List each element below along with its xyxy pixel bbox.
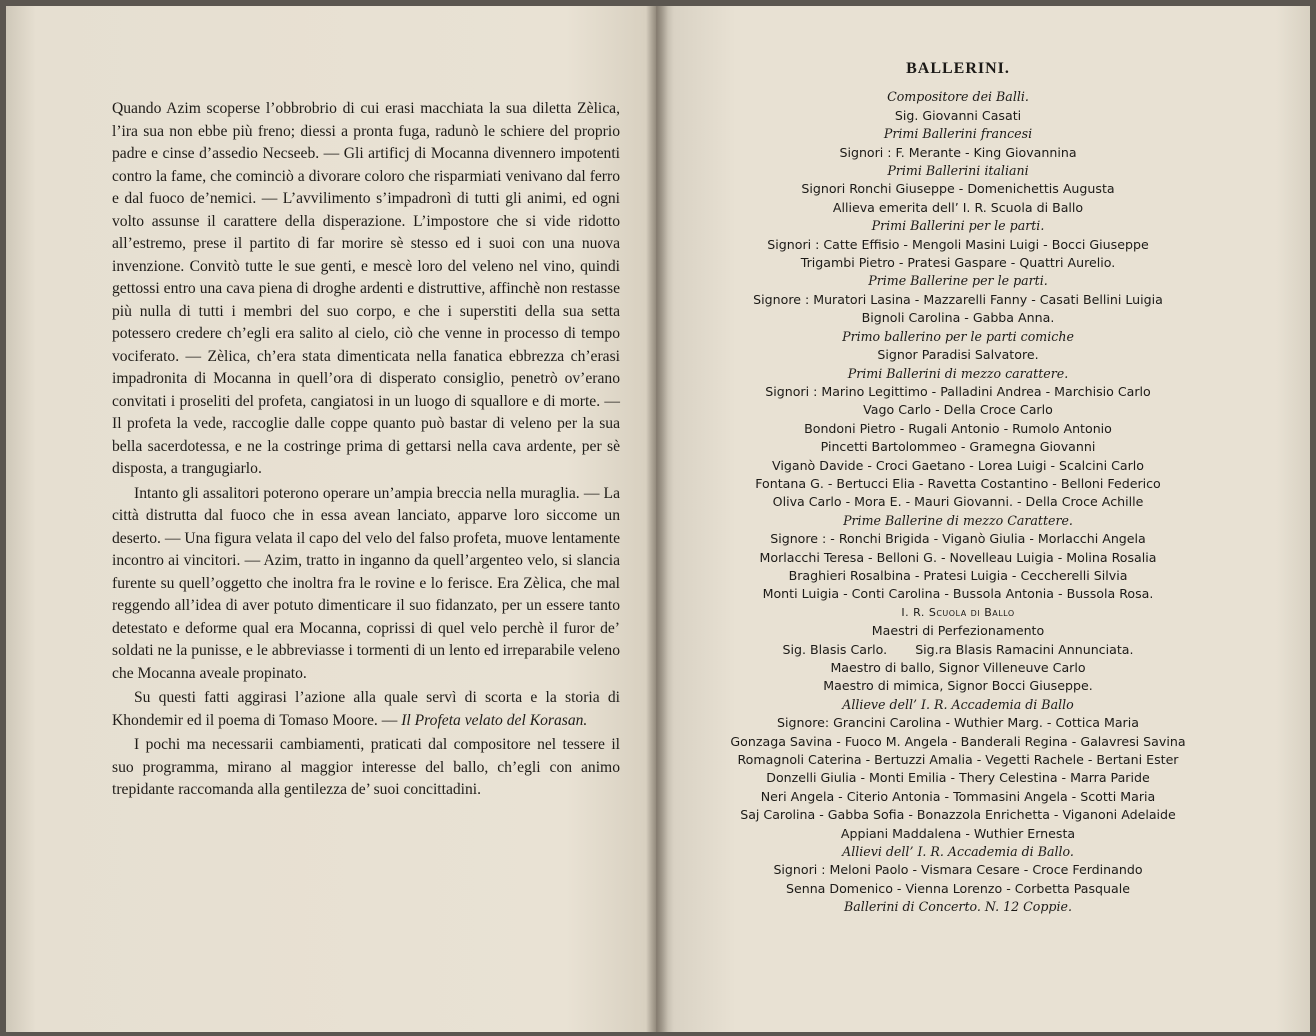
cast-line: Senna Domenico - Vienna Lorenzo - Corbetta Pasquale [785,880,1131,896]
section-heading: Prime Ballerine per le parti. [868,273,1048,289]
cast-line: Signore: Grancini Carolina - Wuthier Marg. - Cottica Maria [777,715,1139,731]
book-gutter [646,6,668,1032]
section-heading: Ballerini di Concerto. N. 12 Coppie. [844,899,1072,915]
paragraph: I pochi ma necessarii cambiamenti, praticati dal compositore nel tessere il suo programma, mirano al maggior interesse del ballo, ch’egli con animo trepidante raccomanda alla gentilezza de’ suoi concittadini. [112,736,620,798]
section-heading: Primi Ballerini italiani [887,163,1029,179]
paragraph-text: Intanto gli assalitori poterono operare un’ampia breccia nella muraglia. — La città distrutta dal fuoco che in essa avean lanciato, apparve loro siccome un deserto. — Una figura velata il capo del velo del falso profeta, muove lentamente incontro ai vincitori. — Azim, tratto in inganno da quell’argenteo velo, si slancia furente su quell’oggetto che inoltra fra le rovine e lo ferisce. Era Zèlica, che mal reggendo all’idea di aver potuto dimenticare il suo fidanzato, per un essere tanto detestato e deforme qual era Mocanna, coprissi di quel velo perchè il furor de’ soldati ne la punisse, e le abbreviasse i tormenti di un lento ed irreparabile veleno che Mocanna aveale propinato. [112,484,620,682]
cast-line: Romagnoli Caterina - Bertuzzi Amalia - Vegetti Rachele - Bertani Ester [737,752,1179,768]
cast-line: Neri Angela - Citerio Antonia - Tommasini Angela - Scotti Maria [760,788,1156,804]
cast-line: Signori : F. Merante - King Giovannina [839,144,1077,160]
section-heading: I. R. Scuola di Ballo [901,605,1015,619]
cast-line: Appiani Maddalena - Wuthier Ernesta [840,825,1076,841]
cast-line: Signori : Marino Legittimo - Palladini Andrea - Marchisio Carlo [765,383,1151,399]
cast-line: Allieva emerita dell’ I. R. Scuola di Ballo [832,199,1084,215]
cast-line: Maestro di mimica, Signor Bocci Giuseppe. [823,678,1093,694]
cast-line: Maestri di Perfezionamento [871,623,1045,639]
cast-line: Pincetti Bartolommeo - Gramegna Giovanni [820,439,1096,455]
paragraph [112,687,620,732]
cast-line: Monti Luigia - Conti Carolina - Bussola Antonia - Bussola Rosa. [762,586,1154,602]
cast-list [690,60,1226,917]
cast-line: Signore : - Ronchi Brigida - Viganò Giulia - Morlacchi Angela [770,531,1146,547]
paragraph [112,483,620,686]
section-heading: Allieve dell’ I. R. Accademia di Ballo [842,696,1074,712]
cast-line: Saj Carolina - Gabba Sofia - Bonazzola Enrichetta - Viganoni Adelaide [740,807,1176,823]
italic-title: Il Profeta velato del Korasan. [401,711,588,729]
section-heading: Primi Ballerini francesi [883,126,1033,142]
section-heading: Allievi dell’ I. R. Accademia di Ballo. [842,844,1074,860]
cast-name: Sig.ra Blasis Ramacini Annunciata. [915,641,1134,657]
section-heading: Prime Ballerine di mezzo Carattere. [843,512,1073,528]
cast-line: Signori : Meloni Paolo - Vismara Cesare - Croce Ferdinando [773,862,1143,878]
cast-line: Signor Paradisi Salvatore. [877,347,1039,363]
section-heading: Primi Ballerini di mezzo carattere. [847,365,1069,381]
page-title: BALLERINI. [906,60,1010,77]
cast-line: Bignoli Carolina - Gabba Anna. [861,310,1055,326]
cast-name: Sig. Blasis Carlo. [782,641,888,657]
cast-line: Gonzaga Savina - Fuoco M. Angela - Banderali Regina - Galavresi Savina [730,733,1186,749]
cast-line: Maestro di ballo, Signor Villeneuve Carlo [830,660,1086,675]
cast-line: Signore : Muratori Lasina - Mazzarelli Fanny - Casati Bellini Luigia [753,291,1163,307]
cast-line: Morlacchi Teresa - Belloni G. - Novelleau Luigia - Molina Rosalia [759,549,1157,565]
paragraph-text: Su questi fatti aggirasi l’azione alla quale servì di scorta e la storia di Khondemir ed il poema di Tomaso Moore. — [112,689,620,729]
section-heading: Primi Ballerini per le parti. [871,218,1045,234]
cast-line: Signori : Catte Effisio - Mengoli Masini Luigi - Bocci Giuseppe [767,236,1149,252]
cast-line: Donzelli Giulia - Monti Emilia - Thery Celestina - Marra Paride [766,770,1150,786]
cast-line: Vago Carlo - Della Croce Carlo [863,402,1053,418]
cast-line: Viganò Davide - Croci Gaetano - Lorea Luigi - Scalcini Carlo [772,457,1144,473]
cast-line [690,641,1226,659]
cast-line: Trigambi Pietro - Pratesi Gaspare - Quattri Aurelio. [800,255,1116,271]
cast-line: Bondoni Pietro - Rugali Antonio - Rumolo Antonio [804,420,1112,436]
section-heading: Compositore dei Balli. [887,89,1029,105]
left-page-text [112,98,620,804]
cast-line: Signori Ronchi Giuseppe - Domenichettis Augusta [801,181,1115,197]
cast-line: Fontana G. - Bertucci Elia - Ravetta Costantino - Belloni Federico [755,475,1161,491]
section-heading: Primo ballerino per le parti comiche [842,328,1074,344]
paragraph: Quando Azim scoperse l’obbrobrio di cui erasi macchiata la sua diletta Zèlica, l’ira sua non ebbe più freno; diessi a pronta fuga, radunò le schiere del proprio padre e cinse d’assedio Necseeb. — Gli artificj di Mocanna divennero impotenti contro la fame, che cominciò a divorare coloro che risparmiati venivano dal ferro e dal fuoco de’nemici. — L’avvilimento s’impadronì di tutti gli animi, ed ogni volto assunse il carattere della disperazione. L’impostore che si vide ridotto all’estremo, prese il partito di far morire sè stesso ed i suoi con una nuova invenzione. Convitò tutte le sue genti, e mescè loro del veleno nel vino, quindi gettossi entro una cava piena di droghe ardenti e distruttive, affinchè non restasse più nulla di tutti i membri del suo corpo, e che i superstiti della sua setta potessero credere ch’egli era salito al cielo, ciò che venne in processo di tempo vociferato. — Zèlica, ch’era stata dimenticata nella fanatica ebbrezza ch’erasi impadronita di Mocanna in quell’ora di disperato consiglio, penetrò ov’erano convitati i proseliti del profeta, cangiatosi in un luogo di squallore e di morte. — Il profeta la vede, raccoglie dalle coppe quanto può bastar di veleno per la sua bella sacerdotessa, e ne la costringe prima di gettarsi nella cava ardente, per sè disposta, a trangugiarlo. [112,100,620,477]
cast-line: Sig. Giovanni Casati [894,107,1022,123]
cast-line: Oliva Carlo - Mora E. - Mauri Giovanni. - Della Croce Achille [772,494,1144,510]
cast-line: Braghieri Rosalbina - Pratesi Luigia - Ceccherelli Silvia [788,567,1128,583]
